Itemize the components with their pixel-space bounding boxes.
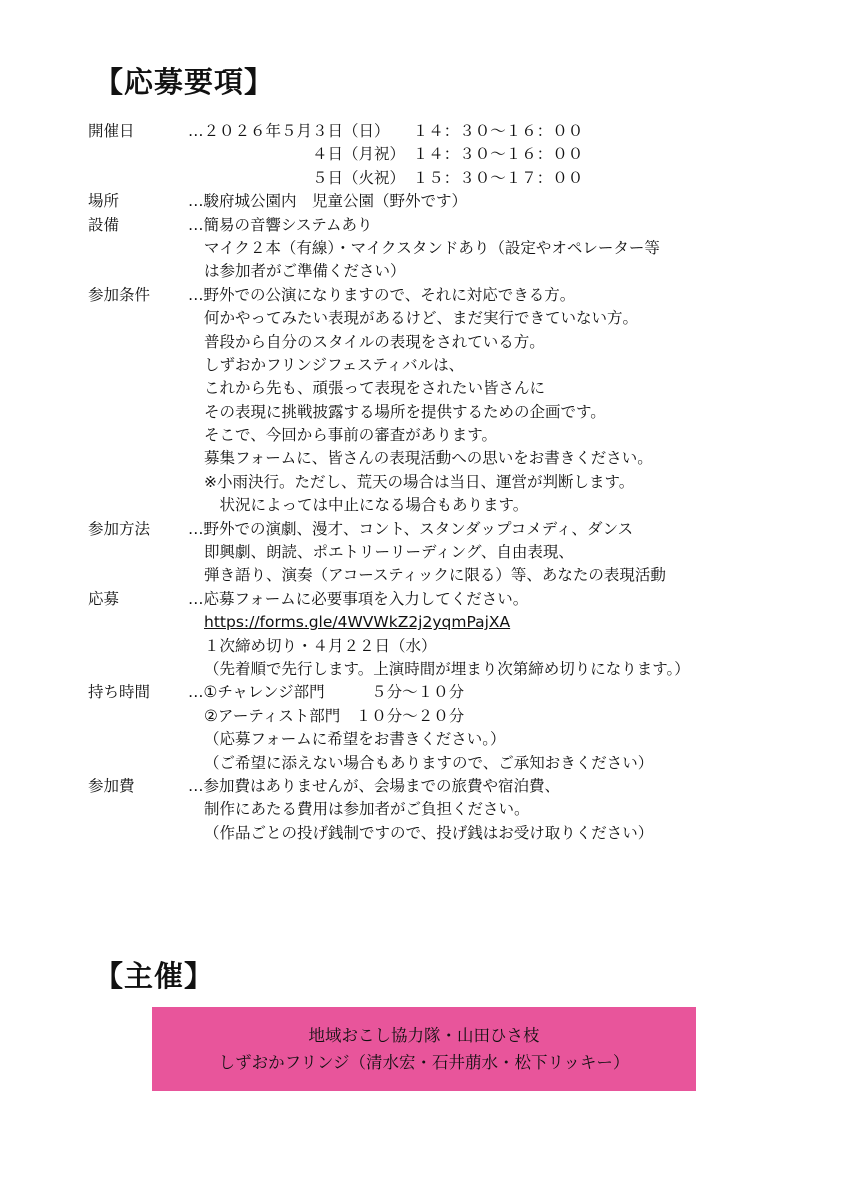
- host-line-2: しずおかフリンジ（清水宏・石井萠水・松下リッキー）: [218, 1053, 630, 1072]
- section-line: （先着順で先行します。上演時間が埋まり次第締め切りになります。）: [204, 659, 690, 678]
- section-line: ②アーティスト部門 １０分〜２０分: [204, 706, 465, 725]
- section-line: ４日（月祝） １４：３０〜１６：００: [312, 145, 584, 164]
- section-line: …野外での演劇、漫才、コント、スタンダップコメディ、ダンス: [188, 519, 634, 538]
- section-label: 持ち時間: [88, 683, 151, 702]
- application-form-link[interactable]: https://forms.gle/4WVWkZ2j2yqmPajXA: [204, 613, 511, 632]
- section-label: 開催日: [88, 122, 135, 140]
- section-equipment: [88, 214, 808, 284]
- section-line: １次締め切り・４月２２日（水）: [204, 636, 437, 655]
- section-line: 状況によっては中止になる場合もあります。: [204, 496, 529, 515]
- requirements-heading: 【応募要項】: [94, 65, 275, 99]
- section-label: 参加条件: [88, 285, 151, 304]
- section-line: そこで、今回から事前の審査があります。: [204, 426, 497, 445]
- section-line: は参加者がご準備ください）: [204, 262, 406, 281]
- host-line-1: 地域おこし協力隊・山田ひさ枝: [308, 1026, 540, 1045]
- section-line: （応募フォームに希望をお書きください。）: [204, 730, 506, 749]
- section-line: 即興劇、朗読、ポエトリーリーディング、自由表現、: [204, 543, 574, 562]
- section-line: （作品ごとの投げ銭制ですので、投げ銭はお受け取りください）: [204, 823, 654, 842]
- section-method: [88, 518, 808, 588]
- host-heading: 【主催】: [94, 959, 215, 993]
- section-time-allotment: [88, 681, 808, 775]
- section-venue: [88, 190, 808, 213]
- section-label: 参加費: [88, 776, 135, 795]
- section-line: 募集フォームに、皆さんの表現活動への思いをお書きください。: [204, 449, 653, 468]
- section-line: …①チャレンジ部門 ５分〜１０分: [188, 683, 465, 702]
- section-line: これから先も、頑張って表現をされたい皆さんに: [204, 379, 546, 398]
- host-box: [152, 1007, 696, 1091]
- section-line: …２０２６年５月３日（日） １４：３０〜１６：００: [188, 122, 584, 140]
- section-label: 場所: [88, 192, 120, 211]
- section-line: 制作にあたる費用は参加者がご負担ください。: [204, 800, 530, 819]
- section-date: [88, 120, 808, 190]
- section-line: …駿府城公園内 児童公園（野外です）: [188, 192, 468, 211]
- section-label: 設備: [88, 215, 120, 234]
- section-line: しずおかフリンジフェスティバルは、: [204, 355, 465, 374]
- section-line: マイク２本（有線）・マイクスタンドあり（設定やオペレーター等: [204, 238, 660, 257]
- section-line: その表現に挑戦披露する場所を提供するための企画です。: [204, 402, 606, 421]
- section-label: 応募: [88, 589, 120, 608]
- section-fee: [88, 775, 808, 845]
- section-line: ※小雨決行。ただし、荒天の場合は当日、運営が判断します。: [204, 472, 635, 491]
- section-line: ５日（火祝） １５：３０〜１７：００: [312, 168, 584, 187]
- section-line: …簡易の音響システムあり: [188, 215, 373, 234]
- section-line: （ご希望に添えない場合もありますので、ご承知おきください）: [204, 753, 654, 772]
- section-application: [88, 588, 808, 682]
- section-label: 参加方法: [88, 519, 151, 538]
- section-line: …野外での公演になりますので、それに対応できる方。: [188, 285, 576, 304]
- section-conditions: [88, 284, 808, 518]
- section-line: 普段から自分のスタイルの表現をされている方。: [204, 332, 545, 351]
- section-line: …参加費はありませんが、会場までの旅費や宿泊費、: [188, 776, 561, 795]
- section-line: 何かやってみたい表現があるけど、まだ実行できていない方。: [204, 309, 639, 328]
- section-line: …応募フォームに必要事項を入力してください。: [188, 589, 529, 608]
- requirements-list: [88, 120, 808, 845]
- section-line: 弾き語り、演奏（アコースティックに限る）等、あなたの表現活動: [204, 566, 666, 585]
